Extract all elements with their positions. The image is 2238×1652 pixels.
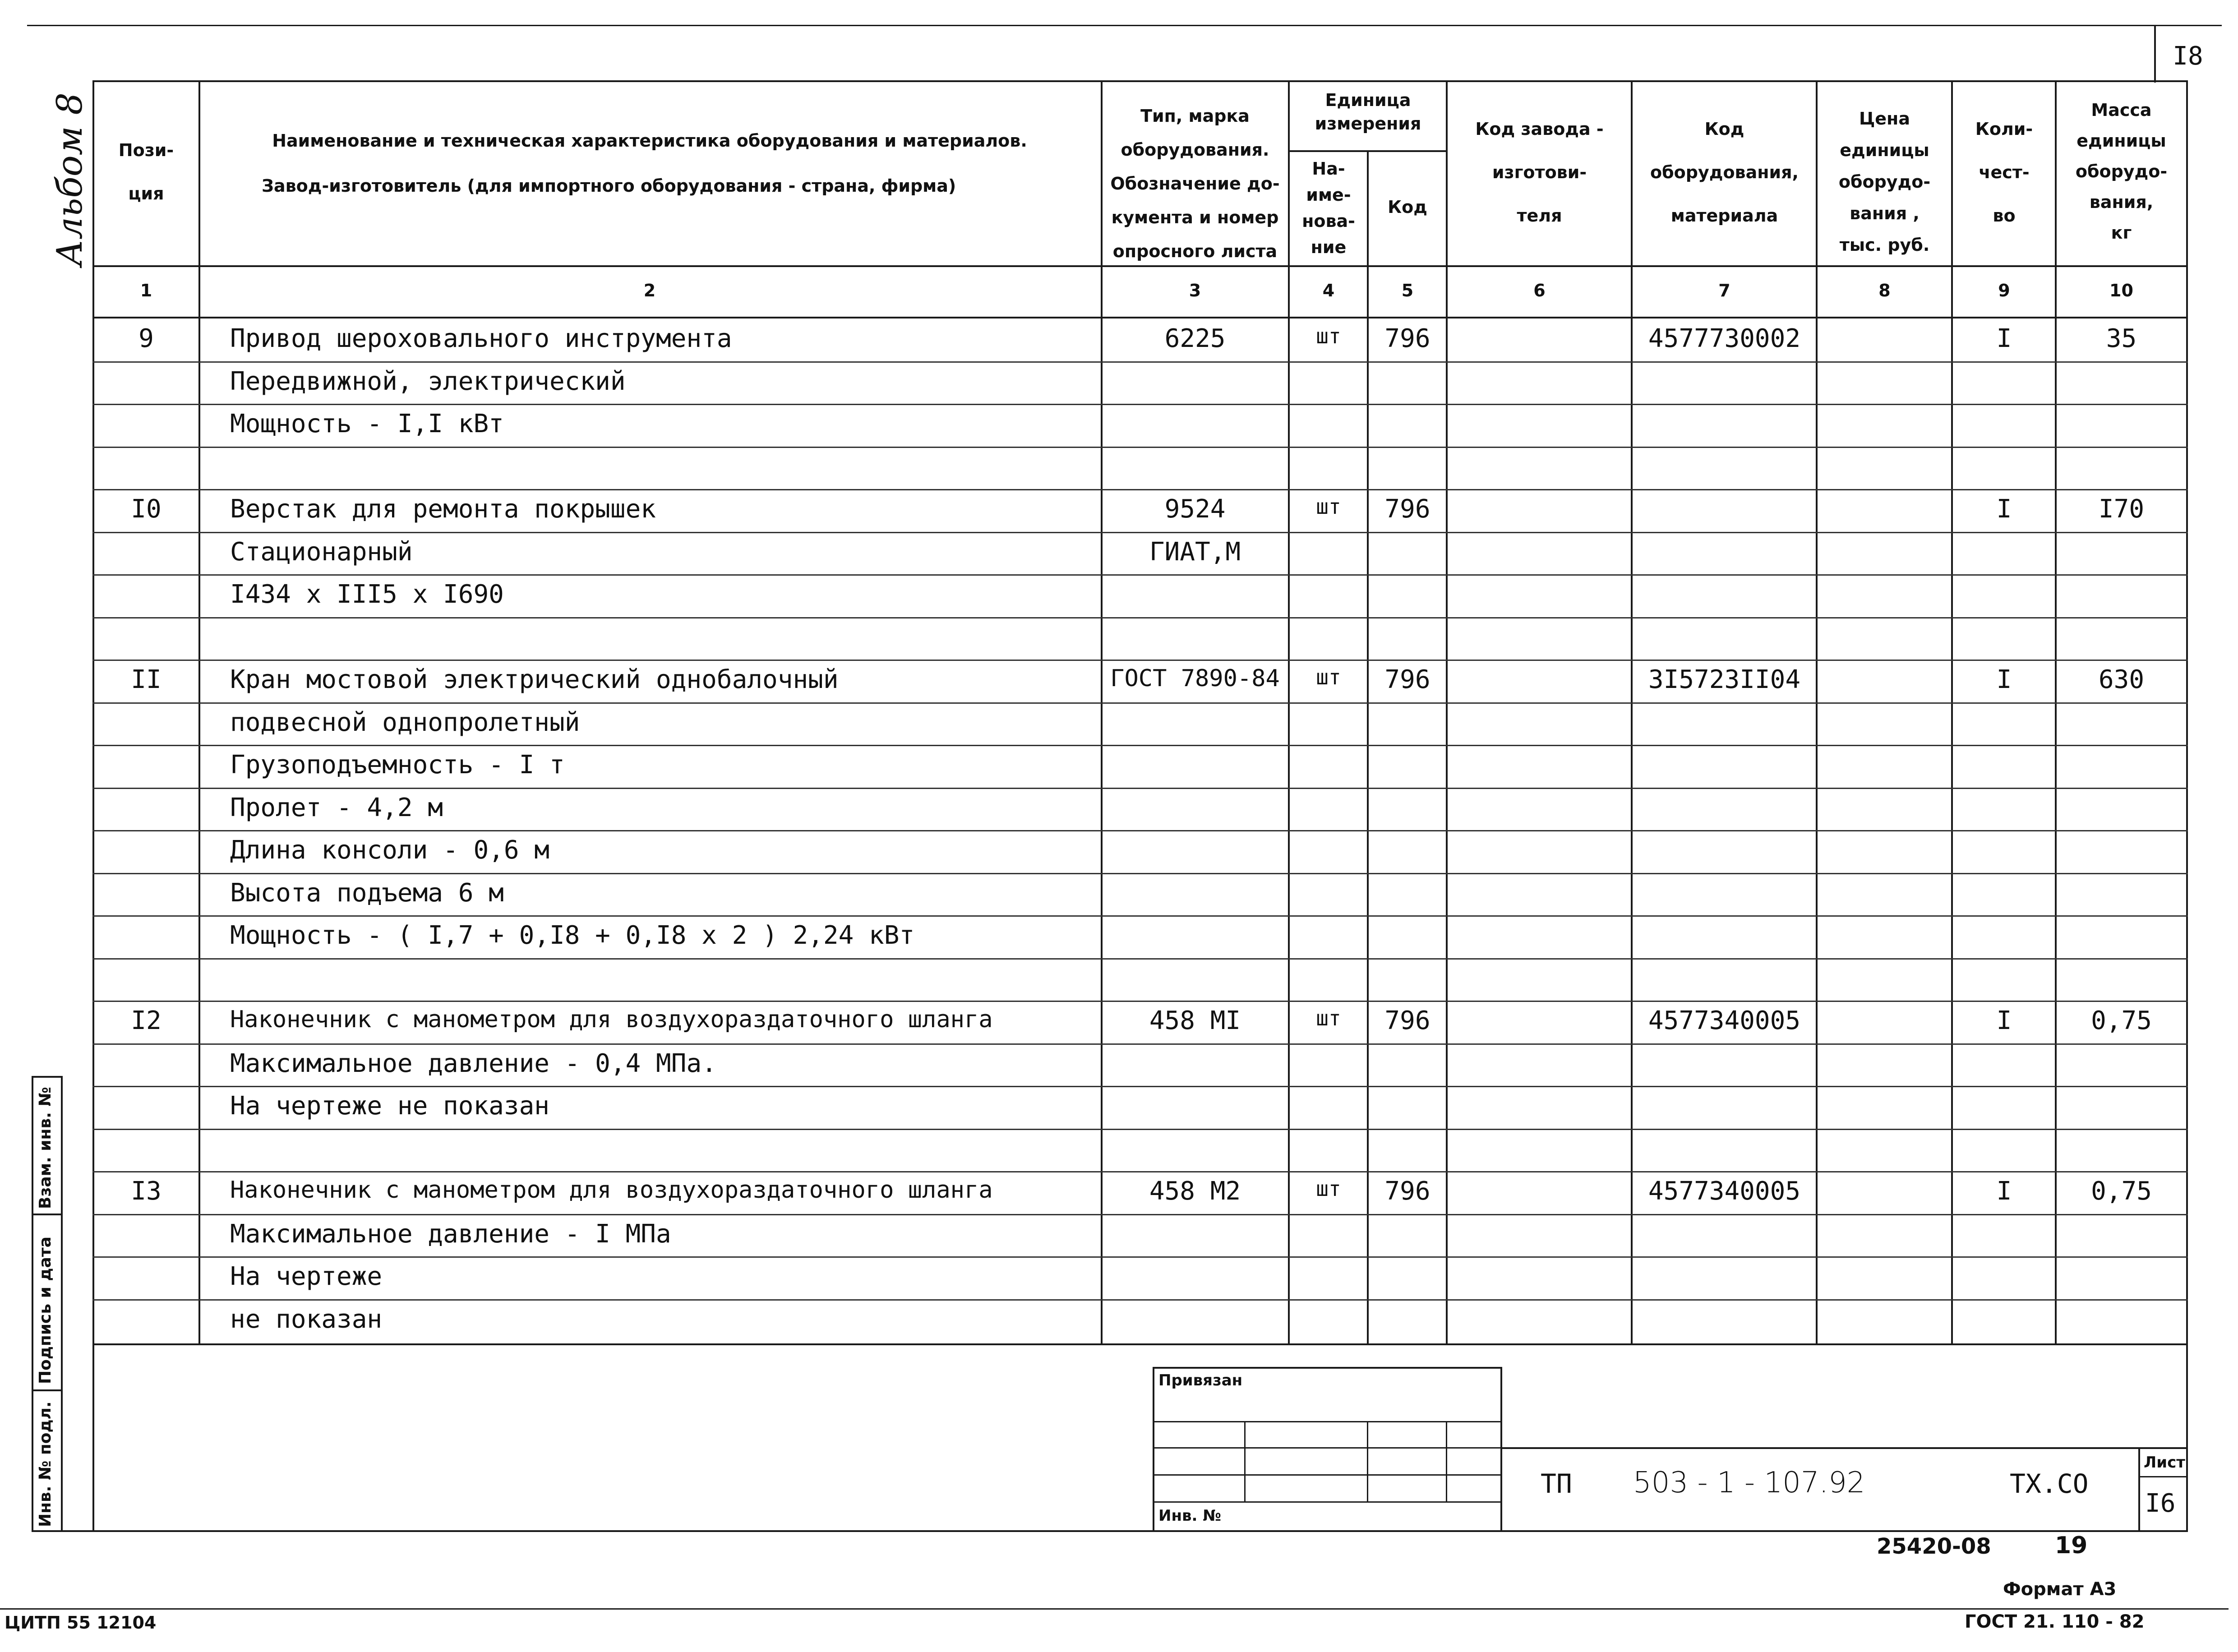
col10-left-line bbox=[2055, 80, 2057, 1344]
cell-name: Стационарный bbox=[230, 537, 413, 567]
cell-name: Передвижной, электрический bbox=[230, 366, 626, 396]
col2-left-line bbox=[198, 80, 200, 1344]
header-position: Пози- ция bbox=[118, 140, 174, 203]
cell-qty: I bbox=[1996, 324, 2012, 353]
cell-code: 796 bbox=[1384, 494, 1430, 524]
frame-bottom-line bbox=[32, 1530, 2188, 1532]
header-unit-code: Код bbox=[1388, 197, 1427, 217]
row-separator bbox=[92, 574, 2188, 576]
cell-equip: 4577340005 bbox=[1648, 1006, 1801, 1035]
cell-qty: I bbox=[1996, 665, 2012, 694]
row-separator bbox=[92, 404, 2188, 405]
row-separator bbox=[92, 617, 2188, 618]
row-separator bbox=[92, 489, 2188, 490]
bound-label: Привязан bbox=[1158, 1371, 1243, 1389]
bound-box-left bbox=[1153, 1367, 1154, 1532]
unit-subheader-line bbox=[1288, 150, 1448, 152]
col6-left-line bbox=[1446, 80, 1448, 1344]
cell-pos: I2 bbox=[131, 1006, 162, 1035]
cell-pos: I0 bbox=[131, 494, 162, 524]
row-separator bbox=[92, 915, 2188, 917]
sheet-box-left bbox=[2138, 1447, 2140, 1532]
header-quantity: Коли- чест- во bbox=[1975, 119, 2033, 226]
row-separator bbox=[92, 1214, 2188, 1215]
bound-box-right bbox=[1500, 1367, 1502, 1532]
gost-standard: ГОСТ 21. 110 - 82 bbox=[1965, 1611, 2145, 1632]
header-name-line1: Наименование и техническая характеристика оборудования и материалов. bbox=[272, 131, 1027, 151]
cell-mass: 0,75 bbox=[2091, 1177, 2152, 1206]
row-separator bbox=[92, 1086, 2188, 1087]
left-stamp: ЦИТП 55 12104 bbox=[5, 1613, 157, 1633]
cell-name: не показан bbox=[230, 1304, 383, 1334]
cell-pos: I3 bbox=[131, 1177, 162, 1206]
cell-name: Мощность - I,I кВт bbox=[230, 409, 504, 438]
row-separator bbox=[92, 1256, 2188, 1258]
cell-name: Высота подъема 6 м bbox=[230, 878, 504, 908]
header-plant-code: Код завода - изготови- теля bbox=[1475, 119, 1604, 226]
table-top-line bbox=[92, 80, 2188, 82]
column-number-1: 1 bbox=[140, 281, 152, 300]
row-separator bbox=[92, 447, 2188, 448]
cell-equip: 3I5723II04 bbox=[1648, 665, 1801, 694]
colnum-bottom-line bbox=[92, 317, 2188, 318]
column-number-5: 5 bbox=[1401, 281, 1414, 300]
cell-name: Наконечник с манометром для воздухораздаточного шланга bbox=[230, 1177, 993, 1204]
doc-prefix: ТП bbox=[1541, 1468, 1572, 1499]
side-stamp-div1 bbox=[32, 1214, 62, 1215]
cell-unit: шт bbox=[1316, 665, 1341, 689]
inv-number-label: Инв. № bbox=[1158, 1507, 1222, 1525]
cell-name: На чертеже не показан bbox=[230, 1091, 550, 1121]
top-right-sheet-number: I8 bbox=[2173, 42, 2203, 71]
side-stamp-top-line bbox=[32, 1076, 62, 1078]
cell-name: I434 x III5 x I690 bbox=[230, 580, 504, 609]
album-label: Альбом 8 bbox=[50, 92, 90, 266]
column-number-10: 10 bbox=[2109, 281, 2133, 300]
cell-name: Максимальное давление - 0,4 МПа. bbox=[230, 1048, 717, 1078]
cell-mass: 0,75 bbox=[2091, 1006, 2152, 1035]
cell-type: 9524 bbox=[1164, 494, 1226, 524]
bound-box-v3 bbox=[1446, 1421, 1447, 1502]
cell-unit: шт bbox=[1316, 1006, 1341, 1030]
header-equip-code: Код оборудования, материала bbox=[1650, 119, 1799, 226]
cell-unit: шт bbox=[1316, 324, 1341, 348]
bound-box-top bbox=[1153, 1367, 1502, 1369]
bound-box-v1 bbox=[1244, 1421, 1246, 1502]
cell-type: ГОСТ 7890-84 bbox=[1110, 665, 1280, 692]
sheet-box-mid bbox=[2138, 1476, 2188, 1477]
row-separator bbox=[92, 660, 2188, 661]
col9-left-line bbox=[1951, 80, 1953, 1344]
cell-qty: I bbox=[1996, 1006, 2012, 1035]
cell-name: Грузоподъемность - I т bbox=[230, 750, 565, 780]
row-separator bbox=[92, 1001, 2188, 1002]
bound-box-line4 bbox=[1153, 1501, 1502, 1503]
column-number-9: 9 bbox=[1998, 281, 2010, 300]
cell-name: Верстак для ремонта покрышек bbox=[230, 494, 656, 524]
doc-box-top bbox=[1502, 1447, 2188, 1449]
row-separator bbox=[92, 958, 2188, 960]
bound-box-line3 bbox=[1153, 1474, 1502, 1476]
cell-pos: II bbox=[131, 665, 162, 694]
cell-qty: I bbox=[1996, 494, 2012, 524]
header-name-line2: Завод-изготовитель (для импортного оборудования - страна, фирма) bbox=[262, 176, 956, 196]
cell-name: Мощность - ( I,7 + 0,I8 + 0,I8 x 2 ) 2,24 кВт bbox=[230, 921, 915, 950]
side-stamp-left-line bbox=[32, 1076, 33, 1532]
cell-name: Кран мостовой электрический однобалочный bbox=[230, 665, 839, 694]
header-unit-name: На- име- нова- ние bbox=[1302, 159, 1355, 257]
side-stamp-right-line bbox=[61, 1076, 63, 1532]
sheet-label: Лист bbox=[2144, 1454, 2185, 1472]
row-separator bbox=[92, 702, 2188, 704]
cell-name: Пролет - 4,2 м bbox=[230, 793, 443, 822]
format-label: Формат А3 bbox=[2003, 1579, 2117, 1600]
cell-equip: 4577340005 bbox=[1648, 1177, 1801, 1206]
side-stamp-original-inv: Инв. № подл. bbox=[36, 1401, 55, 1527]
cell-pos: 9 bbox=[138, 324, 154, 353]
column-number-3: 3 bbox=[1189, 281, 1201, 300]
row-separator bbox=[92, 1171, 2188, 1172]
bound-box-v2 bbox=[1367, 1421, 1368, 1502]
cell-qty: I bbox=[1996, 1177, 2012, 1206]
doc-code: ТХ.СО bbox=[2010, 1468, 2089, 1499]
column-number-6: 6 bbox=[1533, 281, 1546, 300]
row-separator bbox=[92, 873, 2188, 874]
column-number-2: 2 bbox=[643, 281, 656, 300]
row-separator bbox=[92, 1299, 2188, 1301]
cell-unit: шт bbox=[1316, 1177, 1341, 1201]
footer-line bbox=[0, 1608, 2229, 1610]
col8-left-line bbox=[1816, 80, 1818, 1344]
cell-name: На чертеже bbox=[230, 1262, 383, 1291]
doc-number: 503 - 1 - 107.92 bbox=[1633, 1466, 1865, 1500]
frame-left-line bbox=[92, 80, 94, 1532]
cell-unit: шт bbox=[1316, 494, 1341, 519]
cell-mass: 630 bbox=[2098, 665, 2145, 694]
column-number-4: 4 bbox=[1322, 281, 1335, 300]
page-number: 19 bbox=[2055, 1532, 2088, 1559]
side-stamp-div2 bbox=[32, 1389, 62, 1391]
frame-right-line bbox=[2186, 80, 2188, 1532]
bound-box-line1 bbox=[1153, 1421, 1502, 1422]
side-stamp-signature-date: Подпись и дата bbox=[36, 1237, 55, 1384]
col4-left-line bbox=[1288, 80, 1290, 1344]
table-bottom-line bbox=[92, 1343, 2188, 1345]
cell-code: 796 bbox=[1384, 1177, 1430, 1206]
cell-name: Максимальное давление - I МПа bbox=[230, 1219, 671, 1249]
cell-code: 796 bbox=[1384, 324, 1430, 353]
cell-type: 6225 bbox=[1164, 324, 1226, 353]
cell-type: ГИАТ,М bbox=[1149, 537, 1241, 567]
row-separator bbox=[92, 788, 2188, 789]
archive-number: 25420-08 bbox=[1877, 1534, 1991, 1559]
sheet-number: I6 bbox=[2145, 1489, 2176, 1518]
row-separator bbox=[92, 830, 2188, 831]
column-number-7: 7 bbox=[1718, 281, 1730, 300]
cell-type: 458 MI bbox=[1149, 1006, 1241, 1035]
cell-equip: 4577730002 bbox=[1648, 324, 1801, 353]
sheet-number-box-left bbox=[2154, 25, 2156, 83]
cell-name: Наконечник с манометром для воздухораздаточного шланга bbox=[230, 1006, 993, 1033]
cell-code: 796 bbox=[1384, 665, 1430, 694]
header-mass: Масса единицы оборудо- вания, кг bbox=[2075, 100, 2168, 243]
row-separator bbox=[92, 532, 2188, 533]
cell-type: 458 M2 bbox=[1149, 1177, 1241, 1206]
header-price: Цена единицы оборудо- вания , тыс. руб. bbox=[1838, 109, 1931, 255]
cell-code: 796 bbox=[1384, 1006, 1430, 1035]
row-separator bbox=[92, 745, 2188, 746]
col5-left-line bbox=[1367, 151, 1369, 1344]
side-stamp-replaced-inv: Взам. инв. № bbox=[36, 1087, 55, 1209]
cell-mass: I70 bbox=[2098, 494, 2145, 524]
row-separator bbox=[92, 1043, 2188, 1045]
header-unit: Единица измерения bbox=[1315, 90, 1421, 134]
cell-mass: 35 bbox=[2106, 324, 2137, 353]
bound-box-line2 bbox=[1153, 1447, 1502, 1449]
top-frame-line bbox=[27, 25, 2222, 26]
cell-name: Длина консоли - 0,6 м bbox=[230, 835, 550, 865]
row-separator bbox=[92, 361, 2188, 363]
column-number-8: 8 bbox=[1878, 281, 1891, 300]
row-separator bbox=[92, 1129, 2188, 1130]
cell-name: Привод шероховального инструмента bbox=[230, 324, 732, 353]
col3-left-line bbox=[1101, 80, 1103, 1344]
header-type: Тип, марка оборудования. Обозначение до- кумента и номер опросного листа bbox=[1110, 106, 1280, 261]
cell-name: подвесной однопролетный bbox=[230, 707, 580, 737]
col7-left-line bbox=[1631, 80, 1633, 1344]
